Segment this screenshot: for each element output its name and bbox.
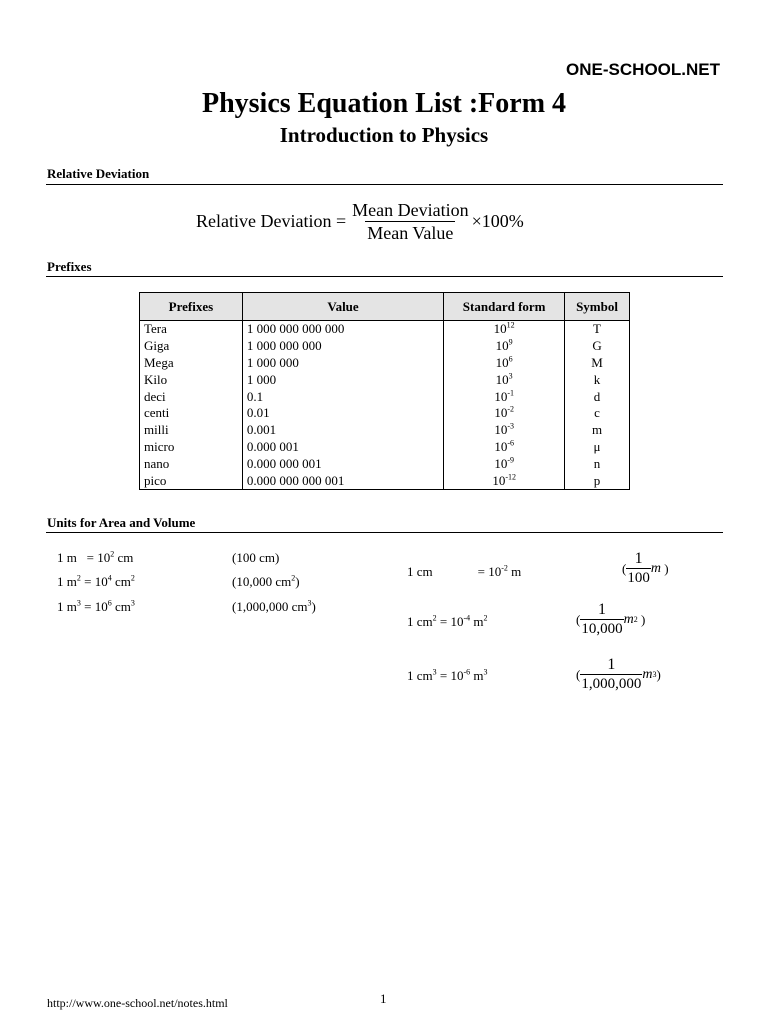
value-cell: 1 000 000 000 000 xyxy=(242,321,443,338)
unit-conversion-cm-length: 1 cm = $10^{-2}$ m xyxy=(407,563,522,579)
header-cell: Standard form xyxy=(444,293,565,321)
unit-conversion-volume: 1 $m^3 = 10^6$ $cm^3$ xyxy=(57,598,135,614)
value-cell: 1 000 000 xyxy=(242,355,443,372)
symbol-cell: M xyxy=(565,355,630,372)
value-cell: 0.1 xyxy=(242,388,443,405)
page-subtitle: Introduction to Physics xyxy=(279,123,489,147)
standard-form-cell: $10^{-3}$ xyxy=(444,422,565,439)
prefix-cell: milli xyxy=(140,422,243,439)
symbol-cell: n xyxy=(565,455,630,472)
unit-conversion-cm-volume: 1 $cm^3 = 10^{-6}$ $m^3$ xyxy=(407,667,488,683)
prefix-cell: Kilo xyxy=(140,371,243,388)
standard-form-cell: $10^{-1}$ xyxy=(444,388,565,405)
prefix-cell: micro xyxy=(140,439,243,456)
prefix-cell: deci xyxy=(140,388,243,405)
footer-url: http://www.one-school.net/notes.html xyxy=(47,996,228,1010)
value-cell: 1 000 000 000 xyxy=(242,338,443,355)
section-divider xyxy=(46,184,723,185)
value-cell: 0.01 xyxy=(242,405,443,422)
value-cell: 1 000 xyxy=(242,371,443,388)
unit-equivalent-volume: (1,000,000 $cm^3$) xyxy=(232,598,316,614)
section-heading-prefixes: Prefixes xyxy=(47,259,92,274)
unit-equivalent-length: (100 cm) xyxy=(232,550,280,565)
value-cell: 0.000 001 xyxy=(242,439,443,456)
table-row xyxy=(140,455,630,472)
formula-numerator: Mean Deviation xyxy=(352,200,469,220)
symbol-cell: d xyxy=(565,388,630,405)
formula-lhs: Relative Deviation = xyxy=(196,211,347,231)
table-row xyxy=(140,355,630,372)
section-heading-relative-deviation: Relative Deviation xyxy=(47,166,150,181)
symbol-cell: k xyxy=(565,371,630,388)
table-row xyxy=(140,338,630,355)
prefix-table xyxy=(139,292,630,490)
symbol-cell: μ xyxy=(565,439,630,456)
relative-deviation-formula xyxy=(196,199,524,244)
table-row xyxy=(140,422,630,439)
prefix-cell: nano xyxy=(140,455,243,472)
header-cell: Prefixes xyxy=(140,293,243,321)
prefix-cell: pico xyxy=(140,472,243,489)
value-cell: 0.000 000 001 xyxy=(242,455,443,472)
table-row xyxy=(140,439,630,456)
symbol-cell: p xyxy=(565,472,630,489)
fraction-cm-volume: ( 1 1,000,000 m 3 ) xyxy=(576,656,661,692)
standard-form-cell: $10^{-12}$ xyxy=(444,472,565,489)
symbol-cell: c xyxy=(565,405,630,422)
prefix-cell: Mega xyxy=(140,355,243,372)
unit-conversion-length: 1 m = $10^2$ cm xyxy=(57,549,134,565)
header-cell: Value xyxy=(242,293,443,321)
formula-fraction xyxy=(350,199,470,244)
table-row xyxy=(140,405,630,422)
standard-form-cell: $10^{12}$ xyxy=(444,321,565,338)
section-divider xyxy=(46,276,723,277)
formula-denominator: Mean Value xyxy=(367,223,454,243)
standard-form-cell: $10^{-6}$ xyxy=(444,439,565,456)
standard-form-cell: $10^{-2}$ xyxy=(444,405,565,422)
standard-form-cell: $10^6$ xyxy=(444,355,565,372)
page-title: Physics Equation List :Form 4 xyxy=(201,88,567,119)
table-row xyxy=(140,472,630,489)
standard-form-cell: $10^{-9}$ xyxy=(444,455,565,472)
prefix-cell: centi xyxy=(140,405,243,422)
section-divider xyxy=(46,532,723,533)
symbol-cell: G xyxy=(565,338,630,355)
standard-form-cell: $10^3$ xyxy=(444,371,565,388)
value-cell: 0.001 xyxy=(242,422,443,439)
standard-form-cell: $10^9$ xyxy=(444,338,565,355)
page-number: 1 xyxy=(380,991,387,1006)
prefix-cell: Tera xyxy=(140,321,243,338)
prefix-table-header xyxy=(140,293,630,321)
header-cell: Symbol xyxy=(565,293,630,321)
table-row xyxy=(140,388,630,405)
symbol-cell: T xyxy=(565,321,630,338)
fraction-cm-area: ( 1 10,000 m 2 ) xyxy=(576,601,646,637)
value-cell: 0.000 000 000 001 xyxy=(242,472,443,489)
table-row xyxy=(140,371,630,388)
fraction-cm-length: ( 1 100 m ) xyxy=(622,550,669,586)
prefix-cell: Giga xyxy=(140,338,243,355)
formula-multiplier: ×100% xyxy=(471,211,524,231)
symbol-cell: m xyxy=(565,422,630,439)
site-brand: ONE-SCHOOL.NET xyxy=(566,60,720,79)
unit-conversion-cm-area: 1 $cm^2 = 10^{-4}$ $m^2$ xyxy=(407,613,488,629)
table-row xyxy=(140,321,630,338)
section-heading-units: Units for Area and Volume xyxy=(47,515,196,530)
unit-equivalent-area: (10,000 $cm^2$) xyxy=(232,573,300,589)
unit-conversion-area: 1 $m^2 = 10^4$ $cm^2$ xyxy=(57,573,135,589)
